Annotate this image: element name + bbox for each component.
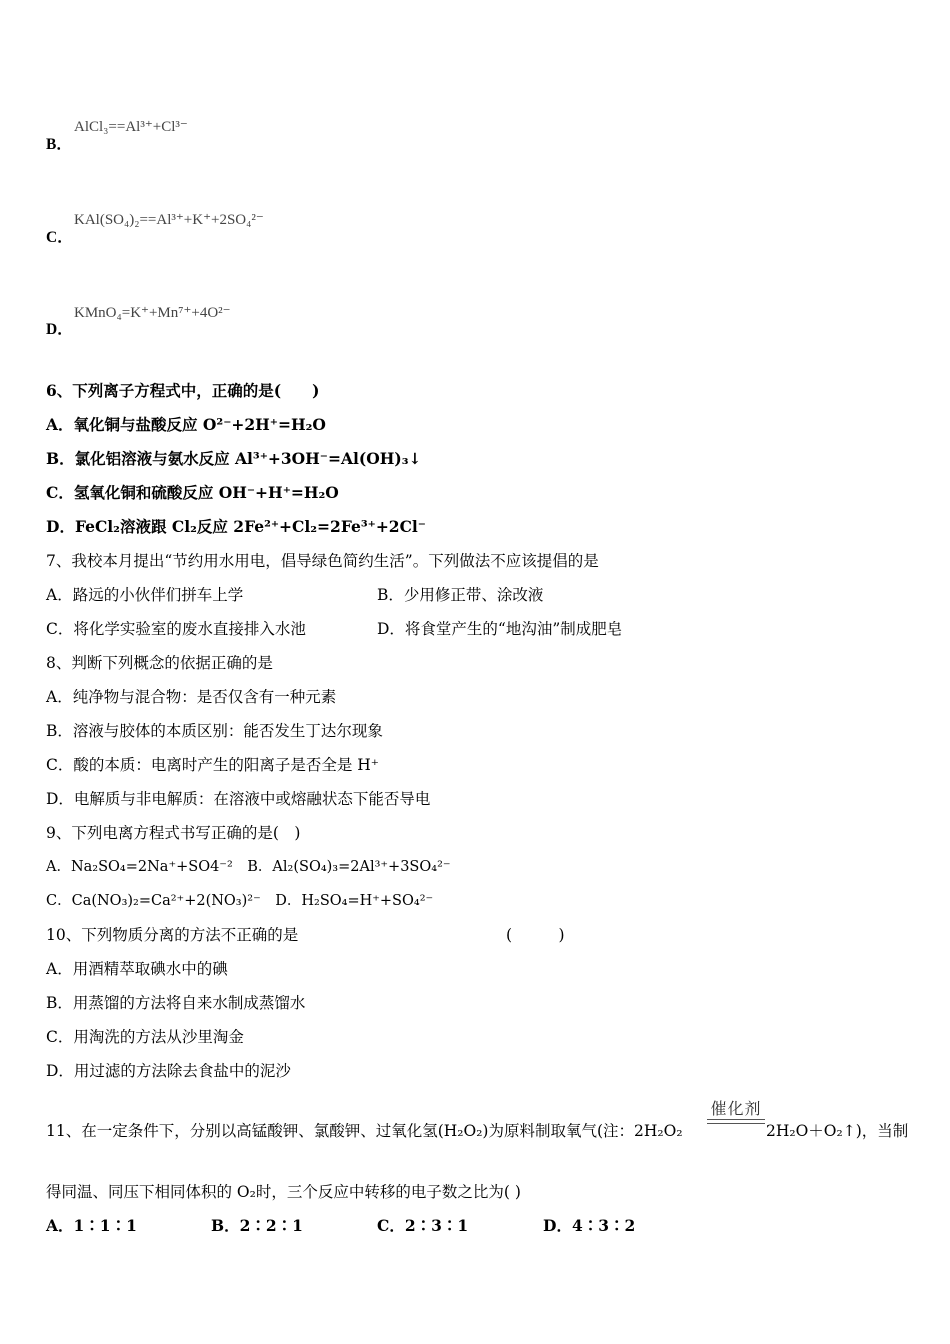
q6-stem: 6、下列离子方程式中，正确的是( ) xyxy=(46,381,320,400)
q10-answer-paren: ( ) xyxy=(506,926,565,944)
q5-option-b-label: B． xyxy=(46,136,72,153)
q7-option-c: C．将化学实验室的废水直接排入水池 xyxy=(46,620,306,638)
q6-option-b: B．氯化铝溶液与氨水反应 Al³⁺+3OH⁻=Al(OH)₃↓ xyxy=(46,449,422,468)
q5-option-d-formula: KMnO₄=K⁺+Mn⁷⁺+4O²⁻ xyxy=(74,305,231,321)
q7-option-b: B．少用修正带、涂改液 xyxy=(377,586,544,604)
q11-stem-part1: 11、在一定条件下，分别以高锰酸钾、氯酸钾、过氧化氢(H₂O₂)为原料制取氧气(注：2H₂O₂ xyxy=(46,1122,683,1140)
q10-stem: 10、下列物质分离的方法不正确的是 xyxy=(46,926,299,944)
q7-stem: 7、我校本月提出“节约用水用电，倡导绿色简约生活”。下列做法不应该提倡的是 xyxy=(46,552,599,570)
q6-option-a: A．氧化铜与盐酸反应 O²⁻+2H⁺=H₂O xyxy=(46,415,326,434)
q5-option-d-label: D． xyxy=(46,321,73,338)
q5-option-b-formula: AlCl₃==Al³⁺+Cl³⁻ xyxy=(74,119,188,135)
q7-option-d: D．将食堂产生的“地沟油”制成肥皂 xyxy=(377,620,623,638)
q11-stem-part2: 2H₂O＋O₂↑)，当制 xyxy=(766,1122,909,1140)
q11-option-a: A．1∶1∶1 xyxy=(46,1216,137,1235)
q6-option-d: D．FeCl₂溶液跟 Cl₂反应 2Fe²⁺+Cl₂=2Fe³⁺+2Cl⁻ xyxy=(46,517,426,536)
q5-option-c-label: C． xyxy=(46,229,73,246)
q11-option-b: B．2∶2∶1 xyxy=(211,1216,303,1235)
q7-option-a: A．路远的小伙伴们拼车上学 xyxy=(46,586,244,604)
q8-stem: 8、判断下列概念的依据正确的是 xyxy=(46,654,273,672)
q11-stem-line2: 得同温、同压下相同体积的 O₂时，三个反应中转移的电子数之比为( ) xyxy=(46,1183,521,1201)
q8-option-d: D．电解质与非电解质：在溶液中或熔融状态下能否导电 xyxy=(46,790,431,808)
q9-options-cd: C．Ca(NO₃)₂=Ca²⁺+2(NO₃)²⁻ D．H₂SO₄=H⁺+SO₄²⁻ xyxy=(46,893,434,909)
q6-option-c: C．氢氧化铜和硫酸反应 OH⁻+H⁺=H₂O xyxy=(46,483,339,502)
q10-option-c: C．用淘洗的方法从沙里淘金 xyxy=(46,1028,244,1046)
q8-option-a: A．纯净物与混合物：是否仅含有一种元素 xyxy=(46,688,337,706)
q10-option-b: B．用蒸馏的方法将自来水制成蒸馏水 xyxy=(46,994,306,1012)
q8-option-c: C．酸的本质：电离时产生的阳离子是否全是 H⁺ xyxy=(46,756,379,774)
catalyst-label: 催化剂 xyxy=(710,1099,762,1118)
q10-option-a: A．用酒精萃取碘水中的碘 xyxy=(46,960,228,978)
q11-option-d: D．4∶3∶2 xyxy=(543,1216,636,1235)
q9-stem: 9、下列电离方程式书写正确的是( ) xyxy=(46,824,301,842)
reaction-arrow-bar xyxy=(707,1119,765,1124)
q11-option-c: C．2∶3∶1 xyxy=(377,1216,469,1235)
q5-option-c-formula: KAl(SO₄)₂==Al³⁺+K⁺+2SO₄²⁻ xyxy=(74,212,264,228)
q10-option-d: D．用过滤的方法除去食盐中的泥沙 xyxy=(46,1062,291,1080)
q8-option-b: B．溶液与胶体的本质区别：能否发生丁达尔现象 xyxy=(46,722,383,740)
q9-options-ab: A．Na₂SO₄=2Na⁺+SO4⁻² B．Al₂(SO₄)₃=2Al³⁺+3SO₄²⁻ xyxy=(46,859,451,875)
